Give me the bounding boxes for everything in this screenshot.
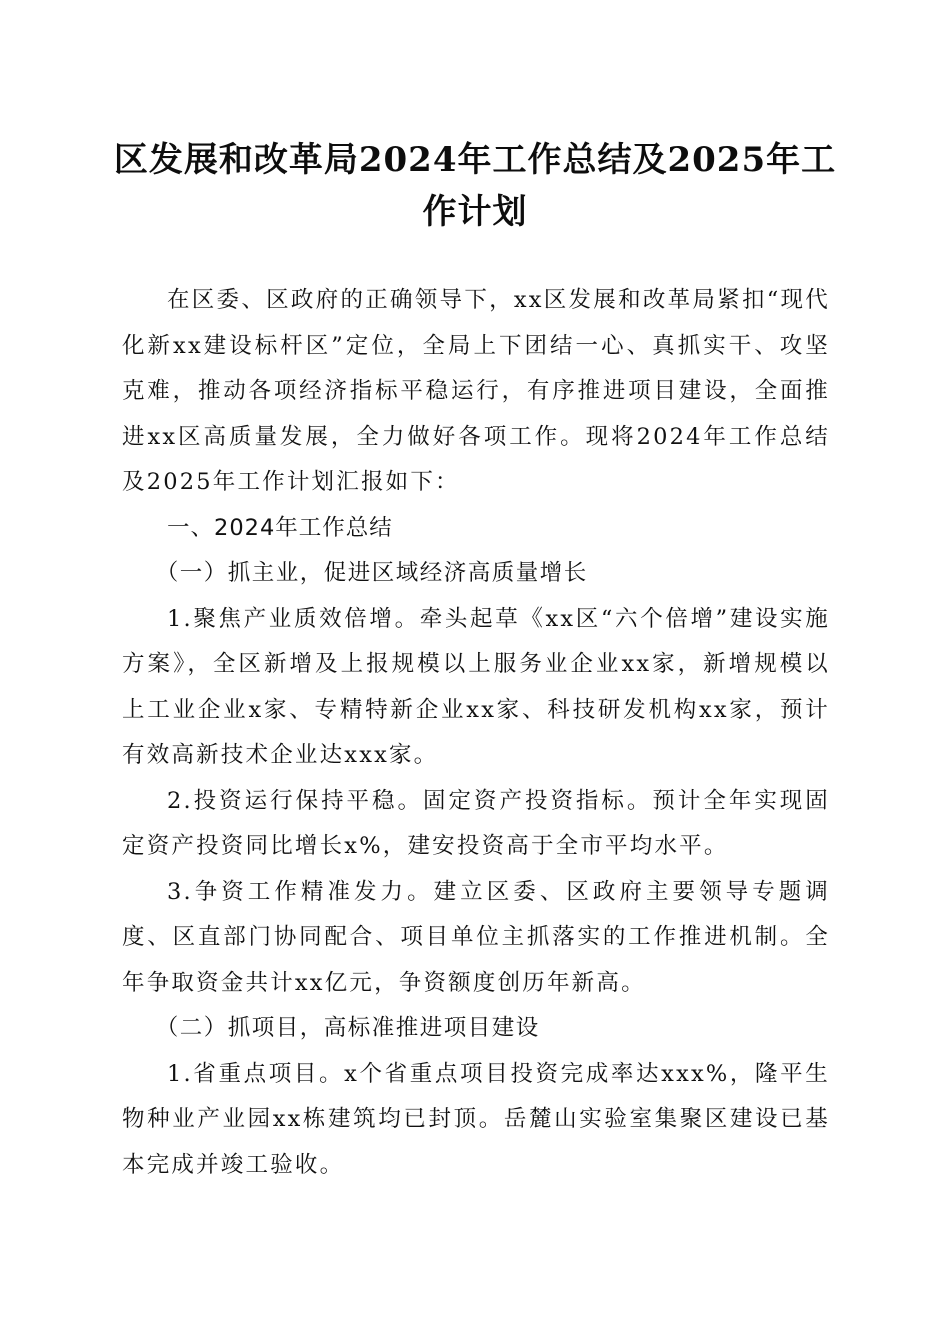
subsection-heading-2: （二）抓项目，高标准推进项目建设 [155, 1015, 540, 1041]
intro-paragraph: 在区委、区政府的正确领导下，xx区发展和改革局紧扣“现代化新xx建设标杆区”定位，全局上下团结一心、真抓实干、攻坚克难，推动各项经济指标平稳运行，有序推进项目建设，全面推进xx区高质量发展，全力做好各项工作。现将2024年工作总结及2025年工作计划汇报如下： [122, 287, 830, 495]
subsection-heading-1: （一）抓主业，促进区域经济高质量增长 [155, 560, 588, 586]
paragraph-investment: 2.投资运行保持平稳。固定资产投资指标。预计全年实现固定资产投资同比增长x%，建安投资高于全市平均水平。 [122, 787, 830, 859]
paragraph-funding: 3.争资工作精准发力。建立区委、区政府主要领导专题调度、区直部门协同配合、项目单位主抓落实的工作推进机制。全年争取资金共计xx亿元，争资额度创历年新高。 [122, 878, 830, 996]
paragraph-industry: 1.聚焦产业质效倍增。牵头起草《xx区“六个倍增”建设实施方案》，全区新增及上报规模以上服务业企业xx家，新增规模以上工业企业x家、专精特新企业xx家、科技研发机构xx家，预计有效高新技术企业达xxx家。 [122, 605, 830, 768]
document-title: 区发展和改革局2024年工作总结及2025年工作计划 [113, 140, 837, 232]
paragraph-key-projects: 1.省重点项目。x个省重点项目投资完成率达xxx%，隆平生物种业产业园xx栋建筑均已封顶。岳麓山实验室集聚区建设已基本完成并竣工验收。 [122, 1060, 830, 1178]
document-body [122, 278, 830, 1188]
section-heading-1: 一、2024年工作总结 [167, 514, 393, 541]
